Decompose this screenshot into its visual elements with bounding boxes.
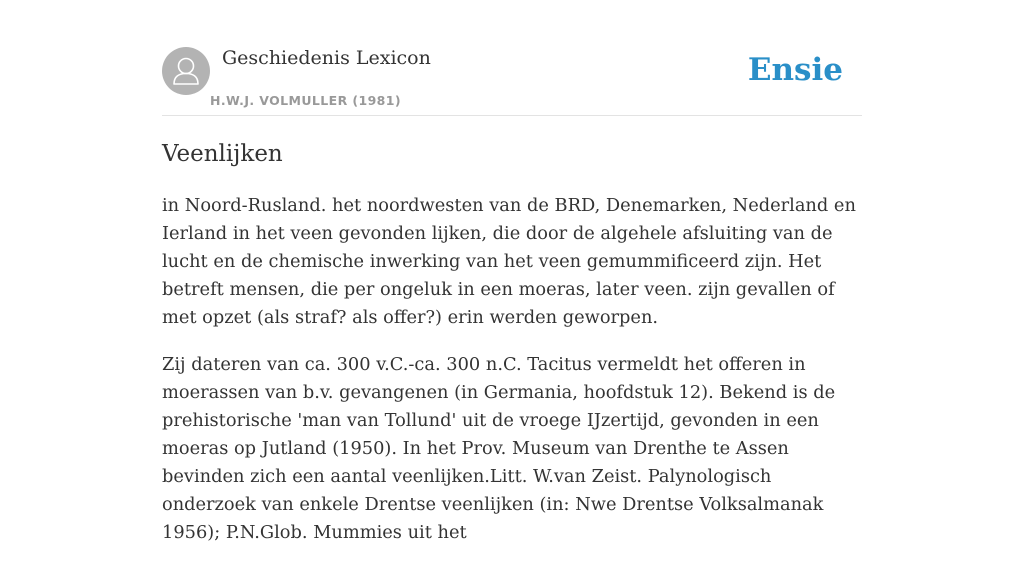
- page-header: [162, 0, 862, 116]
- entry-paragraph: Zij dateren van ca. 300 v.C.-ca. 300 n.C. Tacitus vermeldt het offeren in moerassen van b.v. gevangenen (in Germania, hoofdstuk 12). Bekend is de prehistorische 'man van Tollund' uit de vroege IJzertijd, gevonden in een moeras op Jutland (1950). In het Prov. Museum van Drenthe te Assen bevinden zich een aantal veenlijken.Litt. W.van Zeist. Palynologisch onderzoek van enkele Drentse veenlijken (in: Nwe Drentse Volksalmanak 1956); P.N.Glob. Mummies uit het: [162, 354, 836, 543]
- ensie-logo[interactable]: Ensie: [747, 52, 843, 88]
- entry-title: Veenlijken: [162, 141, 283, 167]
- entry-content: [162, 192, 864, 566]
- book-title[interactable]: Geschiedenis Lexicon: [222, 47, 431, 69]
- entry-paragraph: in Noord-Rusland. het noordwesten van de BRD, Denemarken, Nederland en Ierland in het veen gevonden lijken, die door de algehele afsluiting van de lucht en de chemische inwerking van het veen gemummificeerd zijn. Het betreft mensen, die per ongeluk in een moeras, later veen. zijn gevallen of met opzet (als straf? als offer?) erin werden geworpen.: [162, 195, 856, 328]
- author-avatar[interactable]: [162, 47, 210, 95]
- author-name[interactable]: H.W.J. VOLMULLER (1981): [210, 93, 401, 108]
- user-icon: [162, 47, 210, 95]
